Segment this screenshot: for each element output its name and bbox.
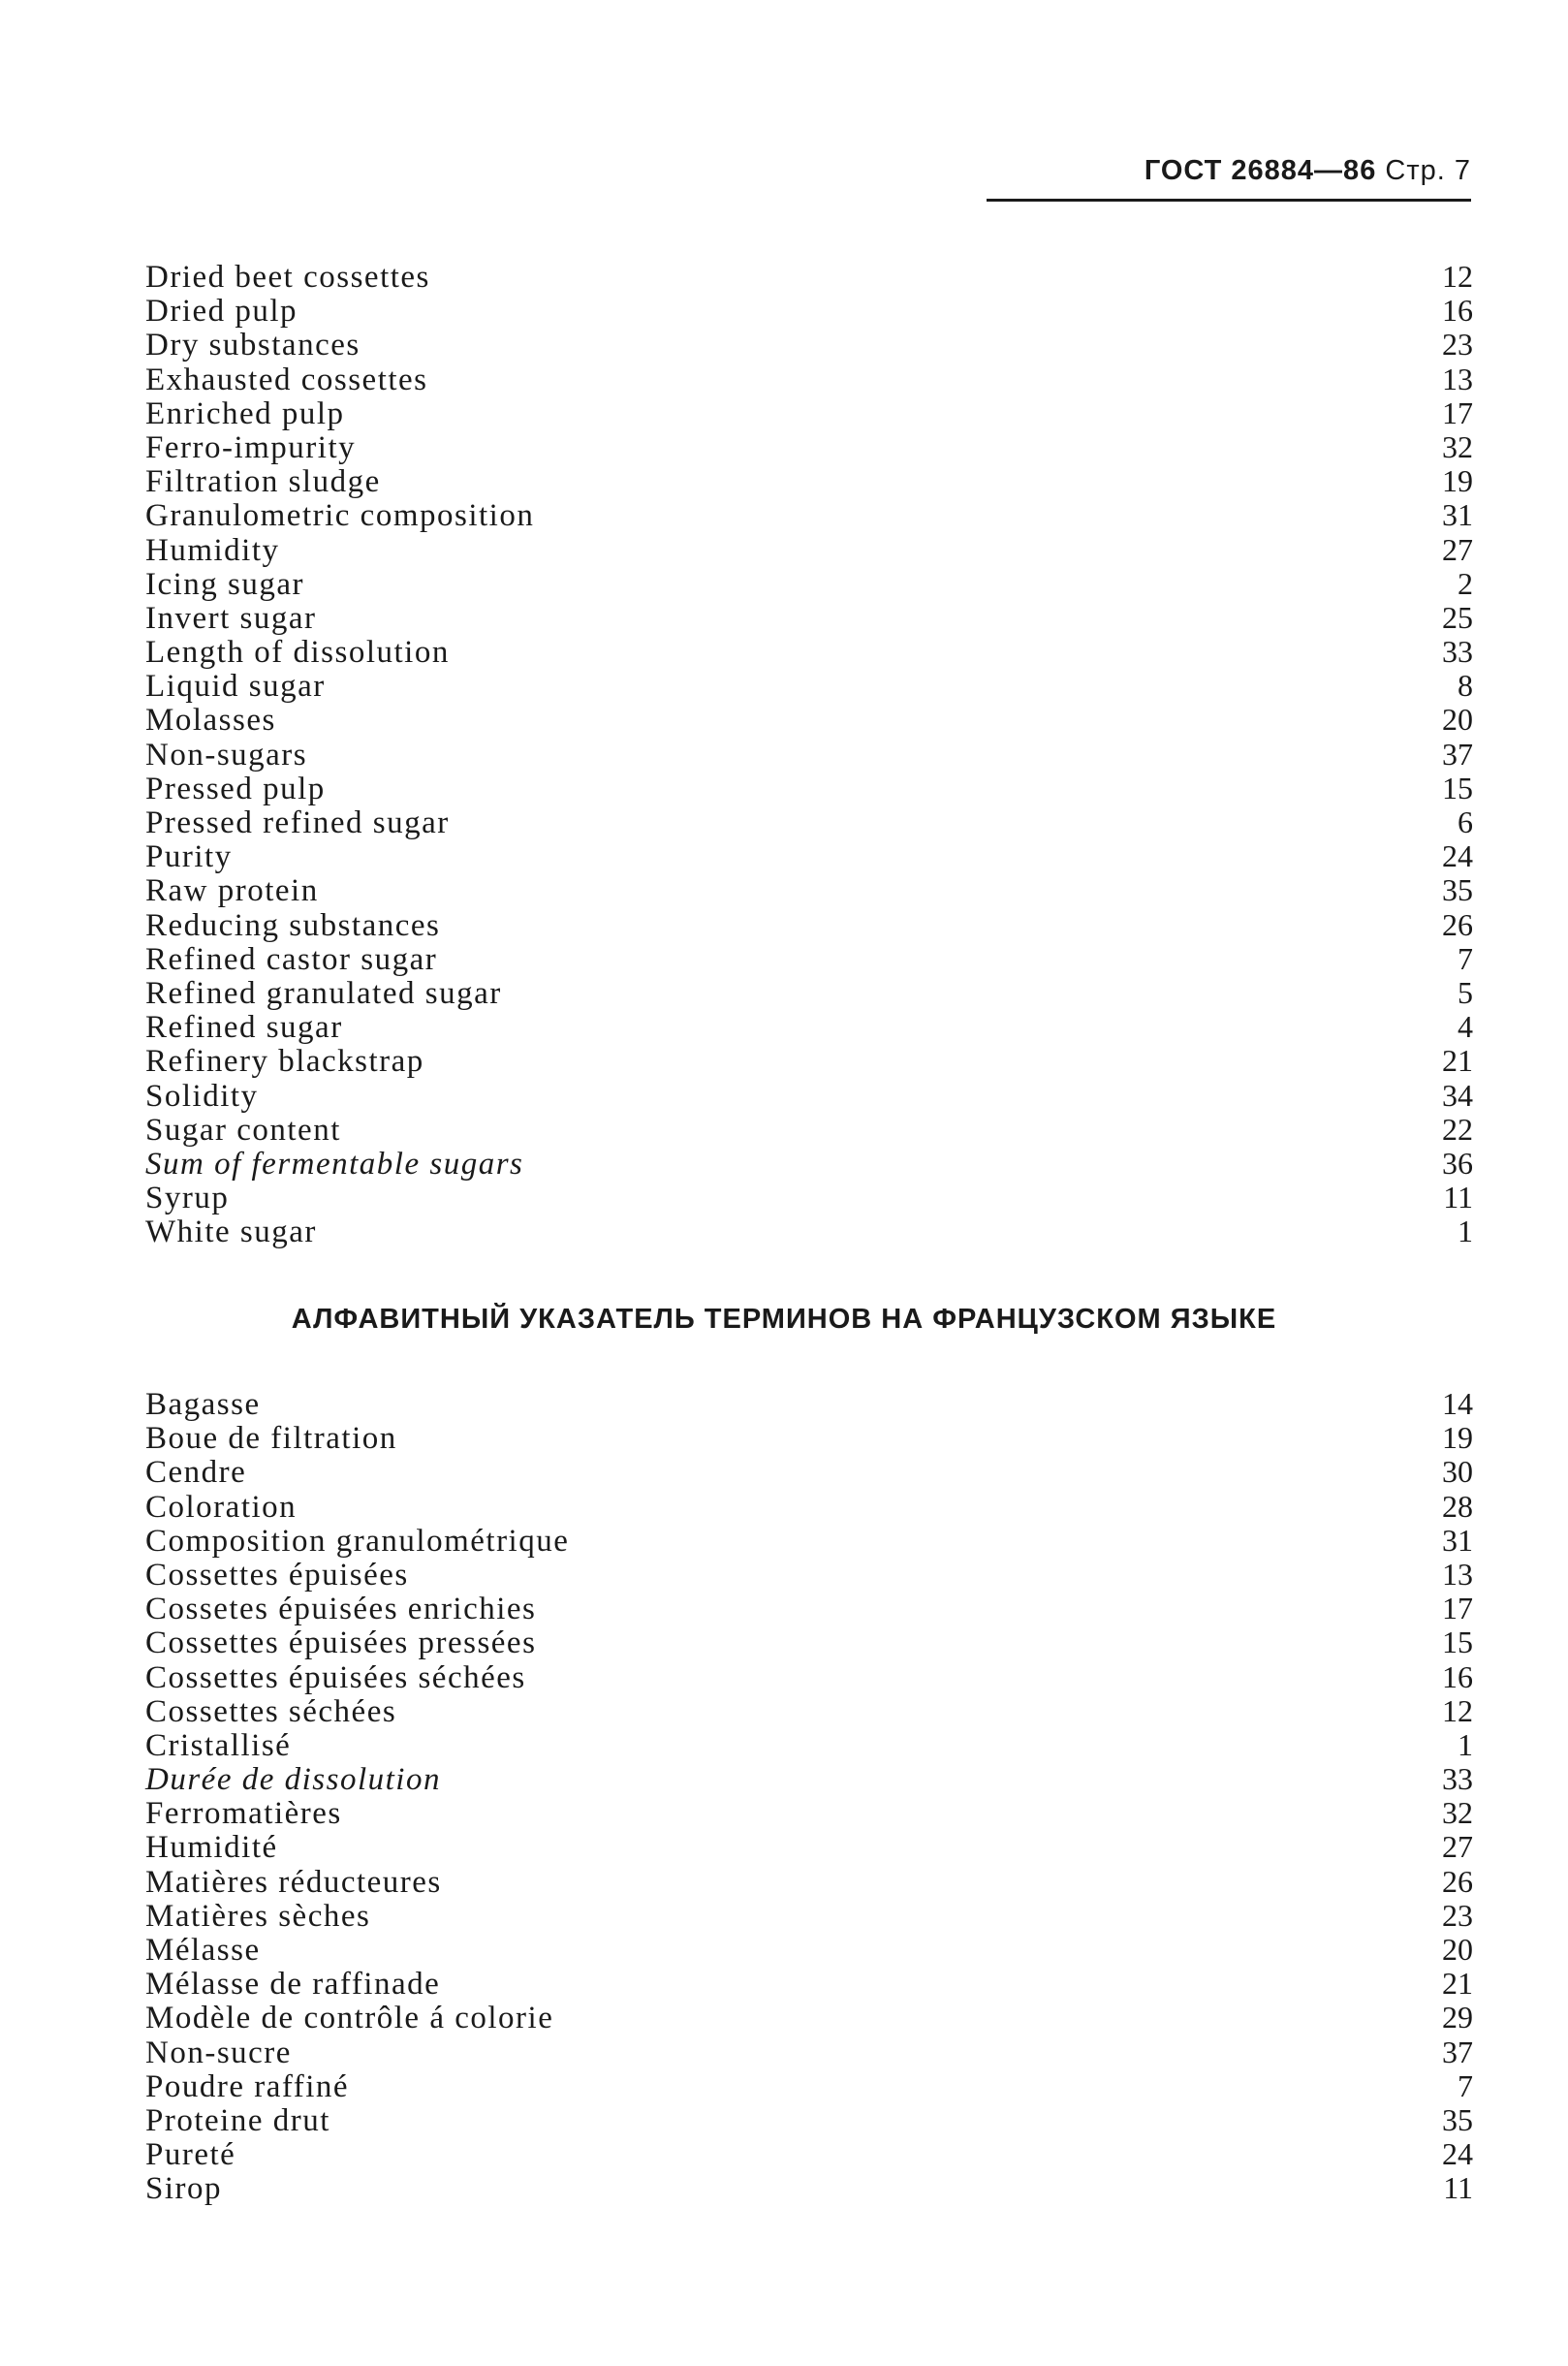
index-term: Modèle de contrôle á colorie <box>145 2001 554 2036</box>
index-term: White sugar <box>145 1215 317 1250</box>
index-term-number: 21 <box>1442 1043 1473 1079</box>
index-entry <box>145 1830 1473 1864</box>
index-term: Granulometric composition <box>145 498 535 534</box>
index-term-number: 30 <box>1442 1454 1473 1490</box>
index-entry <box>145 738 1473 772</box>
index-term: Sum of fermentable sugars <box>145 1146 524 1182</box>
index-term-number: 13 <box>1442 361 1473 396</box>
index-term: Filtration sludge <box>145 464 381 500</box>
index-term-number: 29 <box>1442 2000 1473 2035</box>
index-term: Refined castor sugar <box>145 941 438 977</box>
index-entry <box>145 805 1473 839</box>
index-term-number: 12 <box>1442 259 1473 294</box>
index-term-number: 15 <box>1442 1625 1473 1660</box>
index-term: Solidity <box>145 1078 259 1114</box>
index-term-number: 1 <box>1458 1214 1473 1249</box>
page-header <box>987 155 1471 202</box>
index-term: Non-sugars <box>145 737 308 773</box>
index-entry <box>145 1524 1473 1558</box>
index-entry <box>145 2103 1473 2137</box>
index-term: Length of dissolution <box>145 635 450 671</box>
index-entry <box>145 1387 1473 1421</box>
index-entry <box>145 635 1473 669</box>
index-term-number: 26 <box>1442 1863 1473 1899</box>
index-term-number: 24 <box>1442 838 1473 874</box>
index-entry <box>145 1728 1473 1762</box>
index-entry <box>145 2069 1473 2103</box>
index-entry <box>145 363 1473 396</box>
index-term: Sugar content <box>145 1112 341 1148</box>
index-term-number: 16 <box>1442 293 1473 329</box>
index-term: Cossetes épuisées enrichies <box>145 1592 537 1627</box>
index-term-number: 11 <box>1443 2170 1473 2206</box>
index-entry <box>145 772 1473 805</box>
index-term: Refined granulated sugar <box>145 975 502 1011</box>
page-number: Стр. 7 <box>1385 155 1471 186</box>
index-entry <box>145 1865 1473 1899</box>
index-term: Humidité <box>145 1830 278 1866</box>
index-entry <box>145 1147 1473 1181</box>
index-term: Cossettes épuisées pressées <box>145 1625 537 1661</box>
index-term-number: 14 <box>1442 1386 1473 1421</box>
index-term-number: 13 <box>1442 1556 1473 1592</box>
index-term: Mélasse <box>145 1933 261 1968</box>
index-entry <box>145 1694 1473 1728</box>
index-term: Cendre <box>145 1455 247 1491</box>
index-term: Humidity <box>145 532 280 568</box>
index-entry <box>145 328 1473 362</box>
index-term: Icing sugar <box>145 566 305 602</box>
index-term-number: 25 <box>1442 599 1473 635</box>
index-term: Ferromatières <box>145 1796 342 1832</box>
index-term-number: 12 <box>1442 1692 1473 1728</box>
index-entry <box>145 533 1473 567</box>
index-entry <box>145 942 1473 976</box>
index-term-number: 31 <box>1442 1522 1473 1558</box>
index-term-number: 7 <box>1458 940 1473 976</box>
index-entry <box>145 2171 1473 2205</box>
index-term-number: 31 <box>1442 497 1473 533</box>
index-entry <box>145 430 1473 464</box>
index-entry <box>145 703 1473 737</box>
index-term-number: 32 <box>1442 1795 1473 1831</box>
index-term: Dried beet cossettes <box>145 260 430 295</box>
index-term-number: 22 <box>1442 1111 1473 1147</box>
index-term-number: 32 <box>1442 428 1473 464</box>
index-term: Composition granulométrique <box>145 1523 570 1559</box>
index-entry <box>145 498 1473 532</box>
index-term-number: 4 <box>1458 1009 1473 1045</box>
index-term: Cossettes épuisées <box>145 1557 409 1593</box>
index-term-number: 37 <box>1442 2034 1473 2069</box>
index-term: Purity <box>145 839 233 875</box>
standard-number: ГОСТ 26884—86 <box>1144 155 1377 186</box>
index-entry <box>145 669 1473 703</box>
index-term: Exhausted cossettes <box>145 362 428 397</box>
french-index-heading: АЛФАВИТНЫЙ УКАЗАТЕЛЬ ТЕРМИНОВ НА ФРАНЦУЗСКОМ ЯЗЫКЕ <box>291 1304 1277 1335</box>
index-term-number: 23 <box>1442 327 1473 363</box>
index-term-number: 19 <box>1442 1420 1473 1456</box>
index-term-number: 33 <box>1442 634 1473 670</box>
index-entry <box>145 1592 1473 1625</box>
index-term: Cossettes séchées <box>145 1693 397 1729</box>
index-term: Reducing substances <box>145 907 441 943</box>
index-term-number: 27 <box>1442 1829 1473 1865</box>
index-term-number: 24 <box>1442 2136 1473 2172</box>
index-term-number: 37 <box>1442 736 1473 772</box>
index-term-number: 1 <box>1458 1726 1473 1762</box>
index-term-number: 23 <box>1442 1897 1473 1933</box>
index-entry <box>145 1490 1473 1524</box>
index-term: Matières sèches <box>145 1898 371 1934</box>
index-term: Cristallisé <box>145 1727 292 1763</box>
index-term: Matières réducteures <box>145 1864 442 1900</box>
index-entry <box>145 464 1473 498</box>
index-term-number: 21 <box>1442 1966 1473 2002</box>
index-entry <box>145 2035 1473 2069</box>
index-term: Dried pulp <box>145 294 298 330</box>
index-term-number: 26 <box>1442 906 1473 942</box>
index-term-number: 28 <box>1442 1488 1473 1524</box>
index-term-number: 17 <box>1442 1591 1473 1626</box>
index-term-number: 15 <box>1442 770 1473 805</box>
index-term-number: 2 <box>1458 565 1473 601</box>
index-term-number: 34 <box>1442 1077 1473 1113</box>
index-term: Durée de dissolution <box>145 1762 441 1798</box>
index-term-number: 35 <box>1442 2101 1473 2137</box>
index-entry <box>145 396 1473 430</box>
index-term-number: 35 <box>1442 872 1473 908</box>
index-entry <box>145 601 1473 635</box>
index-term-number: 20 <box>1442 702 1473 738</box>
index-term-number: 7 <box>1458 2067 1473 2103</box>
index-term: Syrup <box>145 1181 230 1216</box>
index-entry <box>145 1455 1473 1489</box>
index-term: Boue de filtration <box>145 1421 397 1457</box>
index-entry <box>145 1044 1473 1078</box>
index-entry <box>145 294 1473 328</box>
index-term: Enriched pulp <box>145 395 345 431</box>
index-term: Raw protein <box>145 873 319 909</box>
index-term: Ferro-impurity <box>145 429 357 465</box>
index-entry <box>145 2001 1473 2035</box>
index-term-number: 5 <box>1458 974 1473 1010</box>
index-term: Cossettes épuisées séchées <box>145 1659 526 1695</box>
index-term-number: 36 <box>1442 1145 1473 1181</box>
index-term: Refinery blackstrap <box>145 1044 424 1080</box>
index-term-number: 11 <box>1443 1180 1473 1215</box>
index-term: Pressed refined sugar <box>145 805 450 840</box>
index-term: Dry substances <box>145 328 361 363</box>
index-entry <box>145 1967 1473 2001</box>
index-entry <box>145 1181 1473 1215</box>
index-term-number: 17 <box>1442 394 1473 430</box>
index-entry <box>145 1796 1473 1830</box>
index-term: Pureté <box>145 2137 236 2173</box>
index-term: Non-sucre <box>145 2035 292 2070</box>
index-term-number: 19 <box>1442 463 1473 499</box>
index-term: Invert sugar <box>145 600 317 636</box>
index-entry <box>145 1933 1473 1967</box>
index-entry <box>145 839 1473 873</box>
index-term: Pressed pulp <box>145 771 326 806</box>
index-term: Mélasse de raffinade <box>145 1967 441 2003</box>
index-term: Molasses <box>145 703 276 739</box>
index-entry <box>145 1660 1473 1694</box>
french-term-index <box>145 1387 1473 2206</box>
index-entry <box>145 567 1473 601</box>
index-term: Coloration <box>145 1489 298 1525</box>
index-term: Refined sugar <box>145 1010 343 1046</box>
index-term: Proteine drut <box>145 2102 330 2138</box>
index-term: Liquid sugar <box>145 669 326 705</box>
index-entry <box>145 908 1473 942</box>
index-term-number: 16 <box>1442 1658 1473 1694</box>
english-term-index <box>145 260 1473 1248</box>
index-term-number: 27 <box>1442 531 1473 567</box>
index-entry <box>145 976 1473 1010</box>
index-entry <box>145 1625 1473 1659</box>
index-term: Bagasse <box>145 1387 261 1422</box>
index-term: Poudre raffiné <box>145 2068 350 2104</box>
index-term-number: 8 <box>1458 668 1473 704</box>
index-entry <box>145 260 1473 294</box>
index-entry <box>145 1010 1473 1044</box>
index-term: Sirop <box>145 2171 223 2207</box>
index-entry <box>145 1421 1473 1455</box>
index-entry <box>145 1079 1473 1113</box>
index-entry <box>145 1215 1473 1248</box>
index-term-number: 20 <box>1442 1932 1473 1967</box>
index-entry <box>145 1762 1473 1796</box>
index-entry <box>145 2137 1473 2171</box>
index-term-number: 6 <box>1458 804 1473 839</box>
index-entry <box>145 1113 1473 1147</box>
index-entry <box>145 873 1473 907</box>
index-entry <box>145 1899 1473 1933</box>
index-entry <box>145 1558 1473 1592</box>
index-term-number: 33 <box>1442 1761 1473 1797</box>
